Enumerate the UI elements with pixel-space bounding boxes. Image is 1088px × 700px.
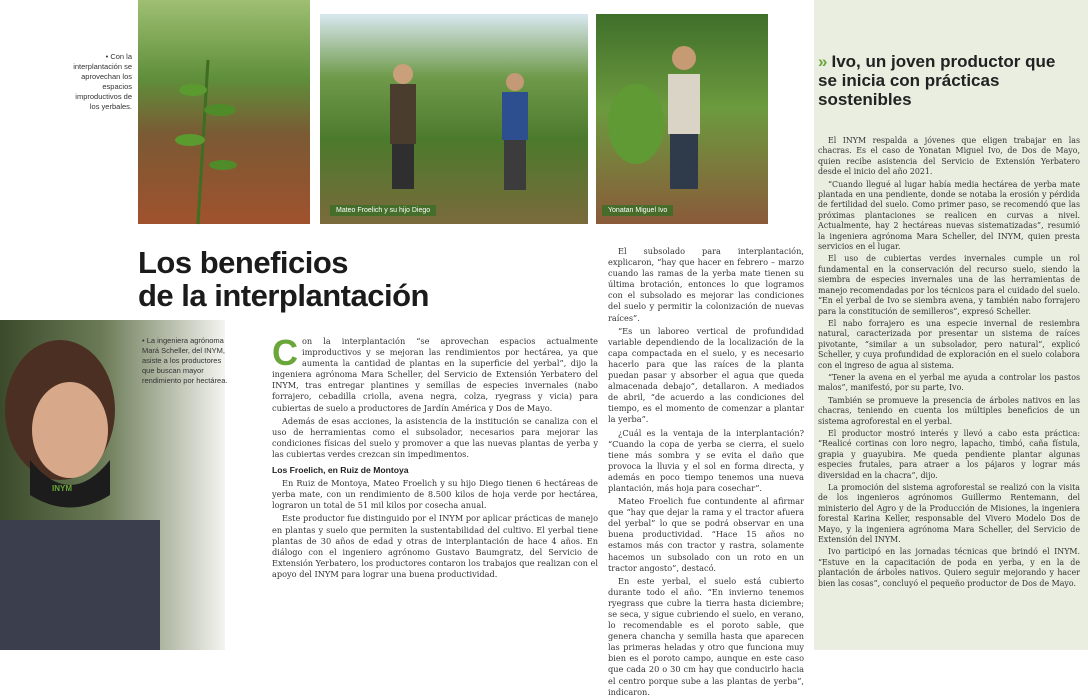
sidebar-paragraph-7: El productor mostró interés y llevó a cabo esta práctica: “Realicé cortinas con loro negro, lapacho, timbó, caña fístula, grapia y guayubira. Me queda pendiente plantar algunas especies frutales, para atraer a los pájaros y lograr más diversidad en la chacra”, dijo.	[818, 428, 1080, 480]
sidebar-paragraph-8: La promoción del sistema agroforestal se realizó con la visita de los ingenieros agrónomos Guillermo Rentemann, del ministerio del Agro y de la Producción de Misiones, la ingeniera forestal Karina Keller, responsable del Vivero Modelo Dos de Mayo, y la ingeniera agrónoma Mara Scheller, del Servicio de Extensión del INYM.	[818, 483, 1080, 545]
sidebar-paragraph-3: El uso de cubiertas verdes invernales cumple un rol fundamental en la conservación del recurso suelo, siendo la siembra de especies invernales una de las herramientas de manejo recomendadas por los técnicos para el cuidado del suelo. “En el yerbal de Ivo se siembra avena, y también nabo forrajero para la constitución de semilleros”, expresó Scheller.	[818, 254, 1080, 316]
headline-line-2: de la interplantación	[138, 278, 429, 313]
two-men-label: Mateo Froelich y su hijo Diego	[330, 205, 436, 216]
plant-photo	[138, 0, 310, 224]
col1-paragraph-4: Este productor fue distinguido por el INYM por aplicar prácticas de manejo en plantas y suelo que permiten la sustentabilidad del cultivo. El yerbal tiene plantas de 30 años de edad y otras de interplantación de hace 4 años. En diálogo con el ingeniero agrónomo Gustavo Baumgratz, del Servicio de Extensión Yerbatero, los productores contaron los trabajos que realizan con el apoyo del INYM para lograr una buena productividad.	[272, 513, 598, 579]
col2-paragraph-3: ¿Cuál es la ventaja de la interplantación? “Cuando la copa de yerba se cierra, el suelo tiene más sombra y se evita el daño que provoca la lluvia y el sol en forma directa, y además en poco tiempo tenemos una nueva plantación, más hoja para cosechar”.	[608, 427, 804, 493]
plant-caption: • Con la interplantación se aprovechan los espacios improductivos de los yerbales.	[73, 52, 132, 111]
sidebar-column	[818, 136, 1080, 591]
col2-paragraph-1: El subsolado para interplantación, explicaron, “hay que hacer en febrero – marzo cuando las ramas de la yerba mate tienen su última brotación, entonces lo que logramos con el subsolado es mejorar las condiciones del suelo y permitir la colonización de nuevas raíces”.	[608, 246, 804, 323]
two-men-figures	[320, 14, 588, 224]
article-column-2	[608, 246, 804, 700]
col2-paragraph-2: “Es un laboreo vertical de profundidad variable dependiendo de la localización de la capa compactada en el suelo, y es necesario hacerlo para que las raíces de la planta puedan pasar y absorber el agua que queda almacenada debajo”, detallaron. A mediados de abril, “de acuerdo a las condiciones del tiempo, es el momento de comenzar a plantar la yerba”.	[608, 325, 804, 425]
mask-logo: INYM	[52, 484, 72, 493]
sidebar-paragraph-1: El INYM respalda a jóvenes que eligen trabajar en las chacras. Es el caso de Yonatan Miguel Ivo, de Dos de Mayo, quien recibe asistencia del Servicio de Extensión Yerbatero desde el inicio del año 2021.	[818, 136, 1080, 177]
col1-paragraph-1: Con la interplantación “se aprovechan espacios actualmente improductivos y se mejoran las rendimientos por hectárea, ya que aumenta la cantidad de plantas en la superficie del yerbal”, dijo la ingeniera agrónoma Mara Scheller, del Servicio de Extensión Yerbatero del INYM, tras entregar plantines y semillas de especies invernales (nabo forrajero, cebadilla criolla, avena negra, colza, ryegrass y vicia) para cubiertas de suelo a productores de Jardín América y Dos de Mayo.	[272, 332, 598, 413]
sidebar-headline: » Ivo, un joven productor que se inicia con prácticas sostenibles	[818, 52, 1056, 109]
article-headline	[138, 246, 598, 312]
sidebar-paragraph-5: “Tener la avena en el yerbal me ayuda a controlar los pastos malos”, manifestó, por su parte, Ivo.	[818, 372, 1080, 393]
article-column-1	[272, 332, 598, 582]
col1-paragraph-3: En Ruiz de Montoya, Mateo Froelich y su hijo Diego tienen 6 hectáreas de yerba mate, con un rendimiento de 8.500 kilos de hoja verde por hectárea, lograron un total de 51 mil kilos por cosecha anual.	[272, 478, 598, 511]
two-men-photo	[320, 14, 588, 224]
sidebar-paragraph-9: Ivo participó en las jornadas técnicas que brindó el INYM. “Estuve en la capacitación de poda en yerba, y en la de plantación de árboles nativos. Quiero seguir mejorando y hacer bien las cosas”, concluyó el pequeño productor de Dos de Mayo.	[818, 547, 1080, 588]
chevron-icon: »	[818, 52, 828, 71]
headline-line-1: Los beneficios	[138, 245, 349, 280]
sidebar-paragraph-6: También se promueve la presencia de árboles nativos en las chacras, teniendo en cuenta los múltiples beneficios de un sistema agroforestal en el yerbal.	[818, 395, 1080, 426]
ivo-figure	[596, 14, 768, 224]
col2-paragraph-4: Mateo Froelich fue contundente al afirmar que “hay que dejar la rama y el tractor afuera del yerbal” lo que se podrá observar en una buena productividad. “Hace 15 años no estamos más con tractor y rastra, solamente hacemos un subsolado con un roto en un tractor angosto”, destacó.	[608, 496, 804, 573]
col2-paragraph-5: En este yerbal, el suelo está cubierto durante todo el año. “En invierno tenemos ryegrass que cubre la tierra hasta diciembre; se seca, y sigue cubriendo el suelo, en verano, lo recomendable es el poroto sable, que genera chancha y semilla hasta que aparecen las primeras heladas y otro que funciona muy bien es el poroto campo, aunque en este caso que cada 20 o 30 cm hay que conducirlo hacia el centro porque sube a las plantas de yerba”, indicaron.	[608, 575, 804, 697]
woman-caption: • La ingeniera agrónoma Mará Scheller, del INYM, asiste a los productores que buscan mayor rendimiento por hectárea.	[142, 336, 228, 385]
ivo-photo	[596, 14, 768, 224]
sidebar-paragraph-2: “Cuando llegué al lugar había media hectárea de yerba mate plantada en una pendiente, donde se notaba la erosión y pérdida de fertilidad del suelo. Como primer paso, se recomendó que las próximas plantaciones se realicen en curvas a nivel. Actualmente, hay 2 hectáreas nuevas sistematizadas”, resumió la ingeniera agrónoma Mara Scheller, del INYM, quien presta servicios en el lugar.	[818, 179, 1080, 252]
sidebar-paragraph-4: El nabo forrajero es una especie invernal de resiembra natural, caracterizada por presentar un sistema de raíces pivotante, “similar a un subsolador, pero natural”, explicó Scheller, y cuya profundidad de exploración en el suelo colabora con el ingreso de agua al sistema.	[818, 318, 1080, 370]
col1-subhead: Los Froelich, en Ruiz de Montoya	[272, 465, 409, 476]
drop-cap: C	[272, 332, 298, 373]
ivo-label: Yonatan Miguel Ivo	[602, 205, 673, 216]
col1-paragraph-2: Además de esas acciones, la asistencia de la institución se canaliza con el uso de herramientas como el subsolador, necesarios para mejorar las condiciones físicas del suelo y promover a que las nuevas plantas de yerba y las cubiertas verdes crezcan sin impedimentos.	[272, 415, 598, 459]
plant-illustration	[138, 0, 310, 224]
